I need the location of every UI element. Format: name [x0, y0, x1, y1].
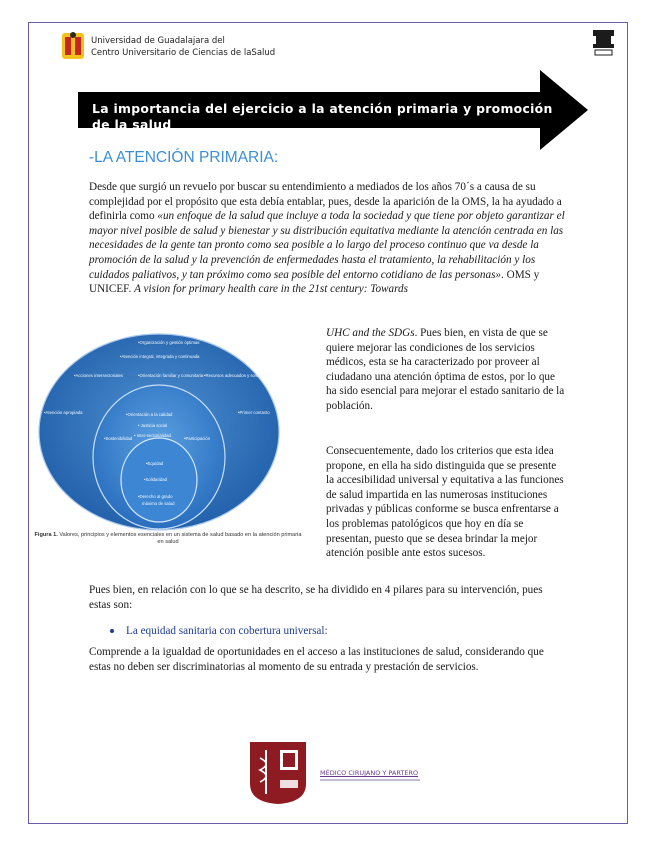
- paragraph-pilares: Pues bien, en relación con lo que se ha descrito, se ha dividido en 4 pilares para su intervención, pues estas son:: [89, 584, 543, 611]
- footer-brand: MÉDICO CIRUJANO Y PARTERO: [320, 769, 419, 777]
- figure-caption: [34, 532, 302, 546]
- figure-caption-label: Figura 1.: [34, 532, 58, 538]
- inner-label: •Solidaridad: [144, 477, 168, 482]
- outer-label: •Atención apropiada: [44, 410, 83, 415]
- middle-label: • Justicia social: [138, 423, 168, 428]
- medical-school-crest-icon: [248, 740, 308, 806]
- middle-label: •Sostenibilidad: [104, 436, 133, 441]
- center-seal-icon: [593, 30, 614, 56]
- outer-label: •Acciones intersectoriales: [74, 373, 124, 378]
- values-principles-diagram: [34, 332, 296, 532]
- middle-label: •Orientación a la calidad: [126, 412, 173, 417]
- source-title-part1: A vision for primary health care in the 21st century: Towards: [134, 283, 408, 296]
- intro-paragraph: [89, 180, 567, 297]
- intro-rest: . Pues bien, en vista de que se quiere mejorar las condiciones de los servicios médicos, esta se ha caracterizado por proveer al ciudadano una atención óptima de estos, por lo que ha sido esencial para mejorar el estado sanitario de la población.: [326, 327, 565, 412]
- institution-line-2: Centro Universitario de Ciencias de laSalud: [91, 48, 276, 58]
- outer-label: •Organización y gestión óptimas: [138, 340, 200, 345]
- intro-lead: Desde que surgió un revuelo por buscar su entendimiento a mediados de los años 70´s a causa de su complejidad por el propósito que esta debía entablar, pues, desde la aparición de la OMS, la ha ayudado a definirla como: [89, 181, 562, 223]
- outer-label: •Atención integral, integrada y continuada: [120, 354, 200, 359]
- institution-line-1: Universidad de Guadalajara del: [91, 36, 225, 46]
- source-title-part2: UHC and the SDGs: [326, 327, 415, 339]
- footer-underline: [320, 779, 420, 781]
- outer-label: •Orientación familiar y comunitaria: [138, 373, 204, 378]
- list-item-label: La equidad sanitaria con cobertura universal:: [126, 625, 328, 637]
- intro-paragraph-continued: [326, 326, 566, 414]
- figure-caption-text: Valores, principios y elementos esenciales en un sistema de salud basado en la atención primaria en salud: [57, 532, 302, 545]
- paragraph-equidad: Comprende a la igualdad de oportunidades en el acceso a las instituciones de salud, considerando que estas no deben ser discriminatorias al momento de su entrada y prestación de servicios.: [89, 646, 544, 673]
- quote-source: . OMS y UNICEF.: [89, 268, 540, 296]
- oms-quote: «un enfoque de la salud que incluye a toda la sociedad y que tiene por objeto garantizar el mayor nivel posible de salud y bienestar y su distribución equitativa mediante la atención centrada en las necesidades de la gente tan pronto como sea posible a lo largo del proceso continuo que va desde la promoción de la salud y la prevención de enfermedades hasta el tratamiento, la rehabilitación y los cuidados paliativos, y tan próximo como sea posible del entorno cotidiano de las personas»: [89, 210, 565, 281]
- list-item: [110, 625, 328, 637]
- outer-label: •Primer contacto: [238, 410, 270, 415]
- middle-label: •Participación: [184, 436, 211, 441]
- middle-label: • Inter-sectorialidad: [134, 433, 171, 438]
- section-heading: -LA ATENCIÓN PRIMARIA:: [89, 149, 279, 166]
- document-title: La importancia del ejercicio a la atención primaria y promoción de la salud: [92, 101, 553, 132]
- university-crest-icon: [62, 31, 84, 61]
- institution-name: [91, 35, 275, 59]
- paragraph-consecuentemente: Consecuentemente, dado los criterios que esta idea propone, en ella ha sido distinguida que se presente la accesibilidad universal y equitativa a las funciones de salud impartida en las numerosas instituciones privadas y públicas conforme se busca enfrentarse a los problemas patológicos que hoy en día se presentan, puesto que se desea brindar la mejor atención posible ante estos sucesos.: [326, 445, 564, 560]
- outer-label: •Recursos adecuados y sostenibles: [204, 373, 272, 378]
- inner-label: •Equidad: [146, 461, 164, 466]
- inner-label: máximo de salud: [142, 501, 175, 506]
- bullet-icon: [110, 629, 114, 633]
- inner-label: •Derecho al grado: [138, 494, 173, 499]
